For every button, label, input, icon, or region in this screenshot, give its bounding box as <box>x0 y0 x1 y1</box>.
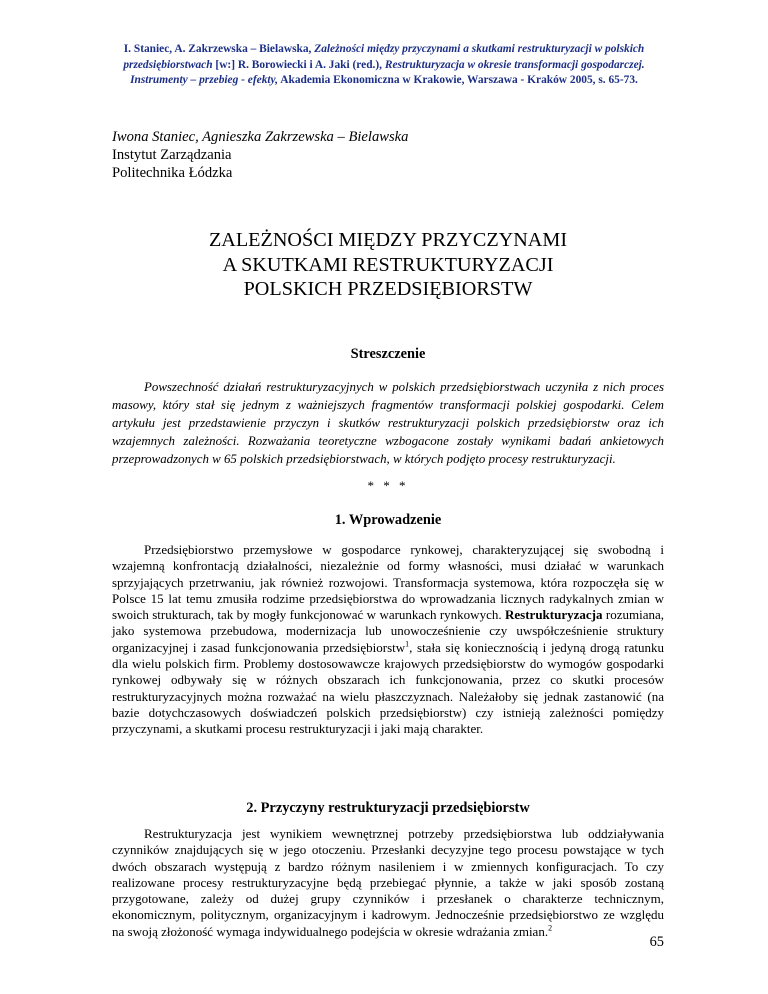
section-separator: * * * <box>367 478 409 493</box>
section-1-text-c: , stała się koniecznością i jedyną drogą ratunku dla wielu polskich firm. Problemy dostosowawcze krajowych przedsiębiorstw do wymogów gospodarki rynkowej odbywały się w różnych obszarach ich funkcjonowania, przez co skutki procesów restrukturyzacyjnych można rozważać na wielu płaszczyznach. Należałoby się jednak zastanowić (na bazie dotychczasowych doświadczeń polskich przedsiębiorstw) czy istnieją zależności pomiędzy przyczynami, a skutkami procesu restrukturyzacji i jaki mają charakter. <box>112 639 664 737</box>
section-2-paragraph <box>112 826 664 940</box>
citation-article-title: Zależności między przyczynami a skutkami restrukturyzacji w polskich przedsiębiorstwach <box>123 43 645 71</box>
footnote-ref-1[interactable]: 1 <box>405 639 410 649</box>
citation-publisher: Akademia Ekonomiczna w Krakowie, Warszawa - Kraków 2005, s. 65-73. <box>278 74 638 87</box>
institute-name: Instytut Zarządzania <box>112 147 232 163</box>
abstract-heading: Streszczenie <box>350 346 426 362</box>
title-line-2: A SKUTKAMI RESTRUKTURYZACJI <box>222 253 554 276</box>
author-affiliation <box>112 128 672 182</box>
abstract-text: Powszechność działań restrukturyzacyjnych w polskich przedsiębiorstwach uczyniła z nich proces masowy, który stał się jednym z ważniejszych fragmentów transformacji polskiej gospodarki. Celem artykułu jest przedstawienie przyczyn i skutków restrukturyzacji polskich przedsiębiorstw oraz ich wzajemnych zależności. Rozważania teoretyczne wzbogacone zostały wynikami badań ankietowych przeprowadzonych w 65 polskich przedsiębiorstwach, w których podjęto procesy restrukturyzacji. <box>112 380 664 466</box>
section-1-heading: 1. Wprowadzenie <box>334 512 442 528</box>
citation-header <box>100 42 668 89</box>
section-1-text-a: Przedsiębiorstwo przemysłowe w gospodarce rynkowej, charakteryzującej się swobodną i wzajemną konfrontacją działalności, niezależnie od formy własności, musi działać w warunkach sprzyjających przetrwaniu, jak również rozwojowi. Transformacja systemowa, która rozpoczęła się w Polsce 15 lat temu zmusiła rodzime przedsiębiorstwa do wprowadzania licznych radykalnych zmian w swoich strukturach, tak by mogły funkcjonować w warunkach rynkowych. <box>112 542 664 623</box>
university-name: Politechnika Łódzka <box>112 165 233 181</box>
page-number: 65 <box>649 934 664 950</box>
section-1-text-b: rozumiana, jako systemowa przebudowa, modernizacja lub unowocześnienie czy uwspółcześnienie struktury organizacyjnej i zasad funkcjonowania przedsiębiorstw <box>112 607 664 655</box>
footnote-ref-2[interactable]: 2 <box>548 923 553 933</box>
title-line-1: ZALEŻNOŚCI MIĘDZY PRZYCZYNAMI <box>208 229 568 251</box>
bold-term-restrukturyzacja: Restrukturyzacja <box>505 607 603 623</box>
citation-authors: I. Staniec, A. Zakrzewska – Bielawska, <box>123 43 315 55</box>
title-line-3: POLSKICH PRZEDSIĘBIORSTW <box>243 278 533 300</box>
author-names: Iwona Staniec, Agnieszka Zakrzewska – Bielawska <box>112 129 409 145</box>
section-2-heading: 2. Przyczyny restrukturyzacji przedsiębiorstw <box>246 800 530 816</box>
citation-book-title: Restrukturyzacja w okresie transformacji gospodarczej. Instrumenty – przebieg - efekty, <box>130 58 645 87</box>
paper-title <box>112 228 664 302</box>
section-1-paragraph <box>112 542 664 738</box>
citation-editors: [w:] R. Borowiecki i A. Jaki (red.), <box>212 58 385 71</box>
section-2-text-a: Restrukturyzacja jest wynikiem wewnętrznej potrzeby przedsiębiorstwa lub oddziaływania czynników znajdujących się w jego otoczeniu. Przesłanki decyzyjne tego procesu powstające w tych dwóch obszarach występują z bardzo różnym nasileniem i w zmiennych konfiguracjach. To czy realizowane procesy restrukturyzacyjne będą przebiegać płynnie, a także w jaki sposób zostaną przygotowane, zależy od dużej grupy czynników i przesłanek o charakterze technicznym, ekonomicznym, politycznym, organizacyjnym i kadrowym. Jednocześnie przedsiębiorstwo ze względu na swoją złożoność wymaga indywidualnego podejścia w okresie wdrażania zmian. <box>112 826 664 939</box>
